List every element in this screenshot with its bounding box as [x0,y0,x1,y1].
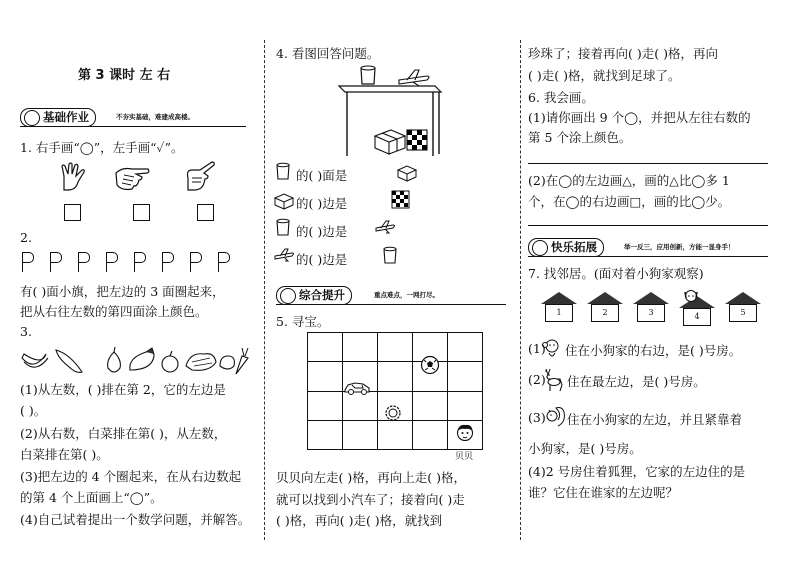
column-divider-left [264,40,265,540]
question-7: 7. 找邻居。(面对着小狗家观察) [528,266,704,281]
pearl-ring-icon [382,402,404,424]
section-extend-badge [528,238,604,257]
question-7-4: (4)2 号房住着狐狸，它家的左边住的是 [528,464,746,479]
question-5-continued: 珍珠了；接着再向( )走( )格，再向 [528,46,718,61]
house-icon [541,292,577,322]
grid-cell [308,392,343,421]
section-advance-header [276,288,506,305]
section-basic-header [20,110,246,127]
hand-icon [58,162,92,192]
squirrel-icon [544,404,566,428]
question-7-3: 住在小狗家的左边，并且紧靠着 [567,412,743,427]
roof [725,292,761,304]
flag-icon[interactable] [78,252,79,272]
question-7-2-number: (2) [528,372,546,387]
answer-box[interactable] [64,204,81,221]
bucket-icon [361,66,375,84]
section-advance-badge [276,286,352,305]
question-5-continued: ( )走( )格，就找到足球了。 [528,68,681,83]
question-6-1: (1)请你画出 9 个◯，并把从左往右数的 [528,110,751,125]
flag-icon[interactable] [190,252,191,272]
question-3-2: 白菜排在第( )。 [20,447,109,462]
question-7-3: 小狗家，是( )号房。 [528,441,642,456]
question-7-4: 谁？它住在谁家的左边呢？ [528,485,679,500]
house-number: 1 [545,304,573,322]
gift-icon [397,162,417,182]
grid-cell [378,362,413,391]
flag-icon[interactable] [22,252,23,272]
airplane-icon [274,246,294,266]
grid-cell [378,421,413,450]
eggplant-icon [130,348,154,370]
question-3-1: (1)从左数，( )排在第 2，它的左边是 [20,382,226,397]
house-icon [633,292,669,322]
question-4-row: 的( )面是 [296,168,348,183]
question-3-4: (4)自己试着提出一个数学问题，并解答。 [20,512,251,527]
grid-cell [413,392,448,421]
airplane-icon [375,218,395,238]
gift-icon [274,190,294,210]
bucket-icon [381,246,401,266]
flag-icon[interactable] [106,252,107,272]
section-basic-badge [20,108,96,127]
section-basic-tagline: 不夯实基础，难建成高楼。 [116,113,194,121]
grid-cell [343,421,378,450]
grid-cell [448,392,483,421]
checker-box-icon [391,190,411,210]
question-1: 1. 右手画“◯”，左手画“✓”。 [20,140,184,155]
house-icon [587,292,623,322]
target-icon [280,288,296,304]
house-number: 2 [591,304,619,322]
question-6-2: 个，在◯的右边画□，画的比◯少。 [528,194,731,209]
question-6-2: (2)在◯的左边画△，画的△比◯多 1 [528,173,730,188]
airplane-icon [399,70,429,86]
question-3-3: 的第 4 个上面画上“◯”。 [20,490,163,505]
grid-cell [378,333,413,362]
lesson-title: 第 3 课时 左 右 [78,68,171,83]
question-4-row: 的( )边是 [296,224,348,239]
question-7-1-number: (1) [528,341,546,356]
house-number: 5 [729,304,757,322]
section-extend-header [528,240,768,257]
house-number: 4 [683,308,711,326]
grid-cell [308,421,343,450]
drawing-line [528,163,768,164]
question-7-2: 住在最左边，是( )号房。 [567,374,706,389]
table-scene [335,64,445,160]
football-icon [420,355,440,375]
grid-cell [448,362,483,391]
student-icon [24,110,40,126]
grid-cell [343,333,378,362]
question-5-text: ( )格，再向( )走( )格，就找到 [276,513,443,528]
hand-icon [112,165,152,193]
flag-icon[interactable] [50,252,51,272]
beibei-label: 贝贝 [455,452,474,462]
question-7-1: 住在小狗家的右边，是( )号房。 [565,343,742,358]
section-extend-tagline: 举一反三，应用创新，方能一显身手！ [624,243,735,251]
section-advance-label: 综合提升 [299,288,345,302]
question-5: 5. 寻宝。 [276,314,330,329]
bucket-icon [274,218,294,238]
gift-icon [375,130,405,154]
grid-cell [413,421,448,450]
grid-cell [448,333,483,362]
flag-icon[interactable] [218,252,219,272]
section-advance-tagline: 重点难点，一网打尽。 [374,291,439,299]
question-5-text: 贝贝向左走( )格，再向上走( )格， [276,470,466,485]
question-4-row: 的( )边是 [296,252,348,267]
hand-icon [182,160,218,192]
column-divider-right [520,40,521,540]
checker-box-icon [407,130,427,150]
dog-icon [682,288,700,302]
section-extend-label: 快乐拓展 [551,240,597,254]
question-3-2: (2)从右数，白菜排在第( )，从左数， [20,426,227,441]
roof [633,292,669,304]
section-basic-label: 基础作业 [43,110,89,124]
flag-icon[interactable] [134,252,135,272]
vegetable-row [20,344,250,376]
question-6: 6. 我会画。 [528,90,594,105]
toy-car-icon [343,380,371,396]
grid-cell [308,333,343,362]
grid-cell [308,362,343,391]
peach-icon [220,356,234,369]
question-3-number: 3. [20,324,32,339]
cabbage-icon [186,354,216,371]
question-4-row: 的( )边是 [296,196,348,211]
carrot-icon [236,348,248,374]
drawing-line [528,225,768,226]
pear-icon [108,347,121,372]
question-3-3: (3)把左边的 4 个圈起来，在从右边数起 [20,469,242,484]
banana-icon [22,354,48,367]
question-2-number: 2. [20,230,32,245]
question-4: 4. 看图回答问题。 [276,46,380,61]
house-icon [725,292,761,322]
boy-beibei-icon [455,422,475,444]
question-3-1: ( )。 [20,403,47,418]
question-6-1: 第 5 个涂上颜色。 [528,130,632,145]
question-5-text: 就可以找到小汽车了；接着向( )走 [276,492,465,507]
house-number: 3 [637,304,665,322]
flag-icon[interactable] [162,252,163,272]
question-7-3-number: (3) [528,410,546,425]
question-2-text: 把从右往左数的第四面涂上颜色。 [20,304,208,319]
bucket-icon [274,162,294,182]
roof [587,292,623,304]
roof [541,292,577,304]
answer-box[interactable] [133,204,150,221]
answer-box[interactable] [197,204,214,221]
cucumber-icon [56,350,82,372]
question-2-text: 有( )面小旗，把左边的 3 面圈起来， [20,284,225,299]
apple-icon [162,351,178,372]
runner-icon [532,240,548,256]
